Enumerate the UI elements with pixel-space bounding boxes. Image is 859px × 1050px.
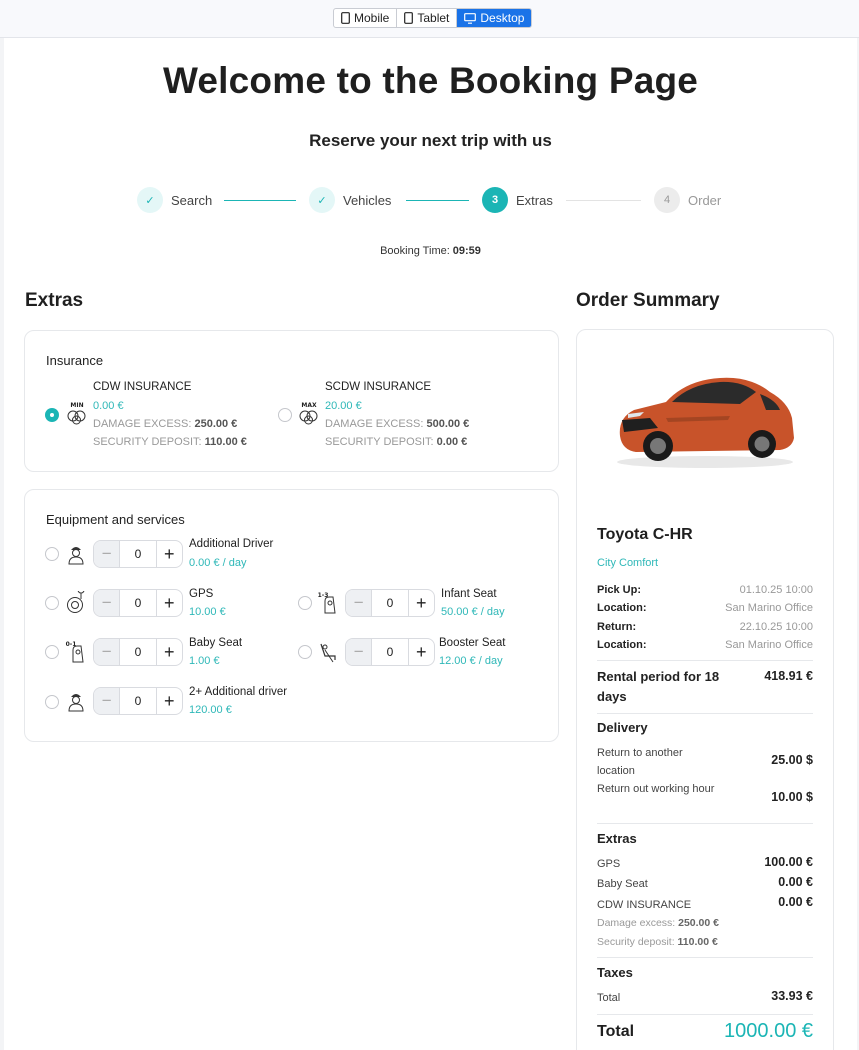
grand-total-amount: 1000.00 € xyxy=(724,1020,813,1042)
damage-excess-note xyxy=(597,917,719,929)
infant-seat-stepper xyxy=(345,589,435,617)
increase-button[interactable]: + xyxy=(156,688,182,714)
pickup-location-label: Location: xyxy=(597,602,647,614)
step-order[interactable] xyxy=(654,187,721,213)
booster-seat-price: 12.00 € / day xyxy=(439,655,503,667)
scdw-security-deposit xyxy=(325,436,467,448)
insurance-card xyxy=(24,330,559,472)
check-icon: ✓ xyxy=(137,187,163,213)
baby-seat-icon xyxy=(65,640,87,664)
cdw-insurance-price: 0.00 € xyxy=(93,400,124,412)
step-label: Vehicles xyxy=(343,192,392,208)
divider xyxy=(597,660,813,661)
additional-driver-2-price: 120.00 € xyxy=(189,704,232,716)
additional-driver-checkbox[interactable] xyxy=(45,547,59,561)
infant-seat-price: 50.00 € / day xyxy=(441,606,505,618)
taxes-heading: Taxes xyxy=(597,965,633,980)
additional-driver-stepper xyxy=(93,540,183,568)
delivery-item-amount: 10.00 $ xyxy=(771,790,813,804)
return-location-label: Location: xyxy=(597,639,647,651)
driver-icon xyxy=(65,689,87,713)
baby-seat-price: 1.00 € xyxy=(189,655,220,667)
security-deposit-note xyxy=(597,936,718,948)
desktop-icon xyxy=(464,13,476,24)
security-deposit-value: 110.00 € xyxy=(677,936,718,948)
booster-seat-stepper xyxy=(345,638,435,666)
scdw-insurance-name: SCDW INSURANCE xyxy=(325,381,432,393)
booking-time-value: 09:59 xyxy=(452,245,481,257)
damage-excess-label: DAMAGE EXCESS: xyxy=(93,418,192,430)
damage-excess-value: 250.00 € xyxy=(194,418,238,430)
phone-icon xyxy=(341,12,350,24)
increase-button[interactable]: + xyxy=(156,639,182,665)
order-summary-card xyxy=(576,329,834,1050)
booking-page xyxy=(4,38,857,1050)
booking-time-label: Booking Time: xyxy=(380,245,450,257)
pickup-datetime: 01.10.25 10:00 xyxy=(739,584,813,596)
booster-seat-name: Booster Seat xyxy=(439,637,506,649)
gps-icon xyxy=(65,591,87,615)
quantity-value[interactable]: 0 xyxy=(134,547,142,561)
step-label: Order xyxy=(688,192,722,208)
decrease-button[interactable]: − xyxy=(94,639,120,665)
step-connector xyxy=(566,200,641,201)
rental-period-amount: 418.91 € xyxy=(764,669,813,683)
rental-period-label: Rental period for 18 days xyxy=(597,669,720,704)
step-connector xyxy=(406,200,469,201)
security-deposit-value: 0.00 € xyxy=(436,436,468,448)
taxes-total-amount: 33.93 € xyxy=(771,989,813,1003)
extras-item-amount: 0.00 € xyxy=(778,875,813,889)
svg-text:MIN: MIN xyxy=(70,402,84,409)
step-search[interactable] xyxy=(137,187,212,213)
booking-timer xyxy=(4,245,857,257)
baby-seat-checkbox[interactable] xyxy=(45,645,59,659)
scdw-insurance-radio[interactable] xyxy=(278,408,292,422)
pickup-location: San Marino Office xyxy=(725,602,813,614)
divider xyxy=(597,713,813,714)
step-number: 3 xyxy=(482,187,508,213)
car-image xyxy=(610,358,800,470)
damage-excess-value: 250.00 € xyxy=(678,917,719,929)
infant-seat-icon xyxy=(317,591,339,615)
step-label: Extras xyxy=(516,192,553,208)
decrease-button[interactable]: − xyxy=(346,639,372,665)
booster-seat-icon xyxy=(317,640,339,664)
divider xyxy=(597,957,813,958)
insurance-heading: Insurance xyxy=(46,353,104,368)
increase-button[interactable]: + xyxy=(408,590,434,616)
increase-button[interactable]: + xyxy=(408,639,434,665)
page-title: Welcome to the Booking Page xyxy=(162,60,699,101)
extras-summary-heading: Extras xyxy=(597,831,637,846)
decrease-button[interactable]: − xyxy=(346,590,372,616)
order-summary-title: Order Summary xyxy=(576,290,720,311)
infant-seat-name: Infant Seat xyxy=(441,588,497,600)
device-toolbar xyxy=(0,0,859,38)
cdw-insurance-radio[interactable] xyxy=(45,408,59,422)
delivery-item-amount: 25.00 $ xyxy=(771,753,813,767)
return-label: Return: xyxy=(597,621,637,633)
increase-button[interactable]: + xyxy=(156,541,182,567)
security-deposit-value: 110.00 € xyxy=(204,436,247,448)
booster-seat-checkbox[interactable] xyxy=(298,645,312,659)
delivery-heading: Delivery xyxy=(597,720,648,735)
decrease-button[interactable]: − xyxy=(94,541,120,567)
tablet-icon xyxy=(404,12,413,24)
infant-seat-badge: 1-3 xyxy=(317,592,329,599)
mobile-view-label: Mobile xyxy=(354,11,390,25)
extras-item-label: CDW INSURANCE xyxy=(597,899,692,911)
quantity-value[interactable]: 0 xyxy=(386,645,394,659)
quantity-value[interactable]: 0 xyxy=(134,596,142,610)
extras-item-amount: 0.00 € xyxy=(778,895,813,909)
tablet-view-label: Tablet xyxy=(417,11,450,25)
mobile-view-button[interactable] xyxy=(334,9,397,27)
svg-text:MAX: MAX xyxy=(301,402,317,409)
baby-seat-stepper xyxy=(93,638,183,666)
gps-price: 10.00 € xyxy=(189,606,226,618)
return-datetime: 22.10.25 10:00 xyxy=(739,621,813,633)
desktop-view-label: Desktop xyxy=(480,11,525,25)
additional-driver-2-stepper xyxy=(93,687,183,715)
step-extras[interactable] xyxy=(482,187,553,213)
baby-seat-badge: 0-1 xyxy=(65,641,77,648)
tablet-view-button[interactable] xyxy=(397,9,457,27)
increase-button[interactable]: + xyxy=(156,590,182,616)
driver-icon xyxy=(65,542,87,566)
security-deposit-label: SECURITY DEPOSIT: xyxy=(325,436,434,448)
divider xyxy=(597,1014,813,1015)
gps-stepper xyxy=(93,589,183,617)
insurance-max-icon xyxy=(298,401,320,425)
gps-checkbox[interactable] xyxy=(45,596,59,610)
equipment-heading: Equipment and services xyxy=(46,512,185,527)
return-location: San Marino Office xyxy=(725,639,813,651)
security-deposit-label: SECURITY DEPOSIT: xyxy=(93,436,202,448)
delivery-item-label: Return to another location xyxy=(597,747,683,777)
delivery-item-label: Return out working hour xyxy=(597,783,715,795)
quantity-value[interactable]: 0 xyxy=(134,645,142,659)
equipment-card xyxy=(24,489,559,742)
decrease-button[interactable]: − xyxy=(94,688,120,714)
security-deposit-label: Security deposit: xyxy=(597,936,675,948)
divider xyxy=(597,823,813,824)
check-icon: ✓ xyxy=(309,187,335,213)
device-switcher xyxy=(333,8,532,28)
grand-total-label: Total xyxy=(597,1023,635,1040)
extras-item-label: Baby Seat xyxy=(597,878,648,890)
car-name: Toyota C-HR xyxy=(597,526,693,543)
damage-excess-label: DAMAGE EXCESS: xyxy=(325,418,424,430)
cdw-insurance-name: CDW INSURANCE xyxy=(93,381,192,393)
extras-item-label: GPS xyxy=(597,858,621,870)
step-vehicles[interactable] xyxy=(309,187,391,213)
infant-seat-checkbox[interactable] xyxy=(298,596,312,610)
damage-excess-value: 500.00 € xyxy=(426,418,470,430)
quantity-value[interactable]: 0 xyxy=(134,694,142,708)
additional-driver-price: 0.00 € / day xyxy=(189,557,247,569)
extras-item-amount: 100.00 € xyxy=(764,855,813,869)
damage-excess-label: Damage excess: xyxy=(597,917,676,929)
cdw-damage-excess xyxy=(93,418,237,430)
additional-driver-name: Additional Driver xyxy=(189,538,274,550)
step-label: Search xyxy=(171,192,213,208)
decrease-button[interactable]: − xyxy=(94,590,120,616)
insurance-min-icon xyxy=(66,401,88,425)
page-subtitle: Reserve your next trip with us xyxy=(309,131,552,150)
quantity-value[interactable]: 0 xyxy=(386,596,394,610)
baby-seat-name: Baby Seat xyxy=(189,637,243,649)
taxes-total-label: Total xyxy=(597,992,621,1004)
gps-name: GPS xyxy=(189,588,214,600)
step-number: 4 xyxy=(654,187,680,213)
step-connector xyxy=(224,200,296,201)
scdw-damage-excess xyxy=(325,418,469,430)
scdw-insurance-price: 20.00 € xyxy=(325,400,362,412)
car-category: City Comfort xyxy=(597,557,659,569)
additional-driver-2-checkbox[interactable] xyxy=(45,695,59,709)
cdw-security-deposit xyxy=(93,436,247,448)
desktop-view-button[interactable] xyxy=(457,9,531,27)
extras-title: Extras xyxy=(25,290,84,311)
pickup-label: Pick Up: xyxy=(597,584,642,596)
additional-driver-2-name: 2+ Additional driver xyxy=(189,686,288,698)
